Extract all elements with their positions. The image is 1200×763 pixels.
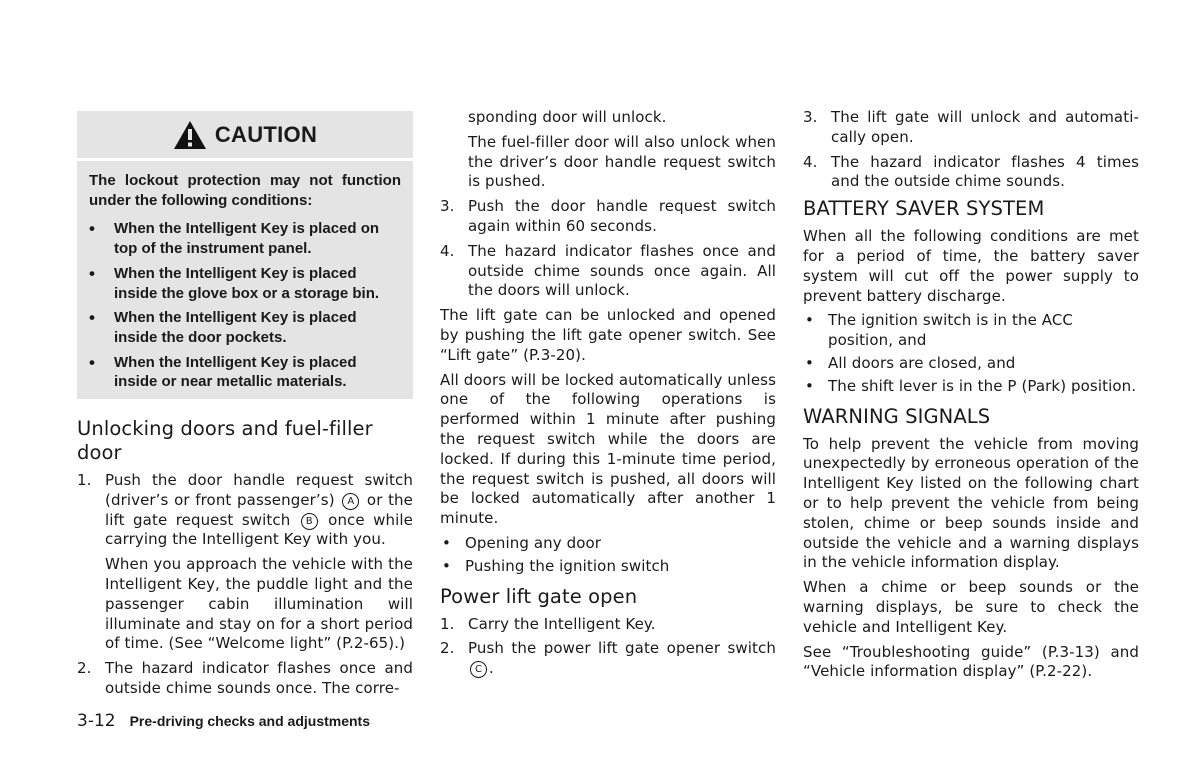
warning-paragraph-2: When a chime or beep sounds or the warning displays, be sure to check the vehicle and Intelligent Key. — [803, 578, 1139, 636]
caution-item: • When the Intelligent Key is placed inside the door pockets. — [89, 308, 401, 347]
step-text: Carry the Intelligent Key. — [468, 614, 656, 633]
switch-marker-c: C — [470, 661, 487, 678]
warning-paragraph-3: See “Troubleshooting guide” (P.3-13) and “Vehicle information display” (P.2-22). — [803, 642, 1139, 681]
step-number: 2. — [440, 639, 455, 658]
warning-paragraph-1: To help prevent the vehicle from moving unexpectedly by erroneous operation of the Intelligent Key listed on the following chart or to help prevent the vehicle from being stolen, chime or beep sounds inside and outside the vehicle and a warning displays in the vehicle information display. — [803, 434, 1139, 572]
caution-box — [77, 111, 413, 399]
step-number: 3. — [440, 197, 455, 216]
power-lift-step-1 — [440, 615, 776, 635]
caution-intro: The lockout protection may not function under the following conditions: — [89, 172, 401, 209]
battery-paragraph: When all the following conditions are met for a period of time, the battery saver system will cut off the power supply to prevent battery discharge. — [803, 227, 1139, 305]
caution-item: • When the Intelligent Key is placed inside the glove box or a storage bin. — [89, 264, 401, 303]
unlock-step-4 — [440, 242, 776, 301]
step-number: 1. — [440, 614, 455, 633]
battery-item: • The ignition switch is in the ACC position, and — [803, 311, 1139, 351]
caution-item: • When the Intelligent Key is placed inside or near metallic materials. — [89, 353, 401, 392]
section-heading-battery-saver: BATTERY SAVER SYSTEM — [803, 197, 1045, 221]
step-text: The hazard indicator flashes once and outside chime sounds once again. All the doors will unlock. — [468, 241, 776, 300]
fuel-filler-note: The fuel-filler door will also unlock when the driver’s door handle request switch is pushed. — [468, 132, 776, 191]
column-middle — [440, 108, 776, 684]
section-name: Pre-driving checks and adjustments — [129, 713, 370, 729]
power-lift-step-4 — [803, 153, 1139, 193]
page-footer — [77, 711, 370, 731]
step-text: Push the door handle request switch (driver’s or front passenger’s) — [105, 471, 413, 509]
step-text: The hazard indicator flashes once and outside chime sounds once. The corre- — [105, 659, 413, 697]
warning-triangle-icon — [173, 120, 207, 150]
step-text: The hazard indicator flashes 4 times and the outside chime sounds. — [831, 152, 1139, 191]
switch-marker-a: A — [342, 493, 359, 510]
liftgate-paragraph: The lift gate can be unlocked and opened by pushing the lift gate opener switch. See “Lift gate” (P.3-20). — [440, 306, 776, 364]
caution-title: CAUTION — [214, 121, 318, 147]
auto-lock-paragraph: All doors will be locked automatically unless one of the following operations is performed within 1 minute after pushing the request switch while the doors are locked. If during this 1-minute time period, the request switch is pushed, all doors will be locked automatically after another 1 minute. — [440, 370, 776, 528]
unlock-step-2-continued: sponding door will unlock. — [468, 108, 667, 126]
unlock-step-1-note: When you approach the vehicle with the Intelligent Key, the puddle light and the passenger cabin illumination will illuminate and stay on for a short period of time. (See “Welcome light” (P.2-65).) — [105, 555, 413, 653]
column-right — [803, 108, 1139, 687]
power-lift-step-2 — [440, 639, 776, 679]
section-heading-unlocking: Unlocking doors and fuel-filler door — [77, 417, 373, 464]
caution-item: • When the Intelligent Key is placed on top of the instrument panel. — [89, 219, 401, 258]
battery-item: • The shift lever is in the P (Park) position. — [803, 377, 1139, 397]
unlock-step-1 — [77, 471, 413, 550]
power-lift-step-3 — [803, 108, 1139, 148]
column-left — [77, 417, 413, 704]
step-number: 4. — [803, 152, 818, 171]
step-number: 3. — [803, 108, 818, 126]
caution-header — [77, 111, 413, 158]
switch-marker-b: B — [301, 513, 318, 530]
step-number: 2. — [77, 659, 92, 678]
unlock-step-3 — [440, 197, 776, 237]
caution-body — [77, 161, 413, 392]
step-number: 4. — [440, 241, 455, 260]
step-text: once while carrying the Intelligent Key with you. — [105, 510, 413, 549]
step-text: Push the door handle request switch again within 60 seconds. — [468, 197, 776, 235]
step-text: The lift gate will unlock and automati-cally open. — [831, 108, 1139, 146]
step-text: or the lift gate request switch — [105, 490, 413, 529]
step-text-end: . — [489, 659, 494, 678]
unlock-step-2 — [77, 659, 413, 699]
auto-lock-item: • Opening any door — [440, 534, 776, 554]
section-heading-warning-signals: WARNING SIGNALS — [803, 404, 991, 428]
battery-item: • All doors are closed, and — [803, 354, 1139, 374]
page-number: 3-12 — [77, 711, 116, 731]
auto-lock-item: • Pushing the ignition switch — [440, 557, 776, 577]
section-heading-power-lift: Power lift gate open — [440, 584, 638, 608]
step-number: 1. — [77, 471, 92, 489]
step-text: Push the power lift gate opener switch — [468, 639, 776, 658]
